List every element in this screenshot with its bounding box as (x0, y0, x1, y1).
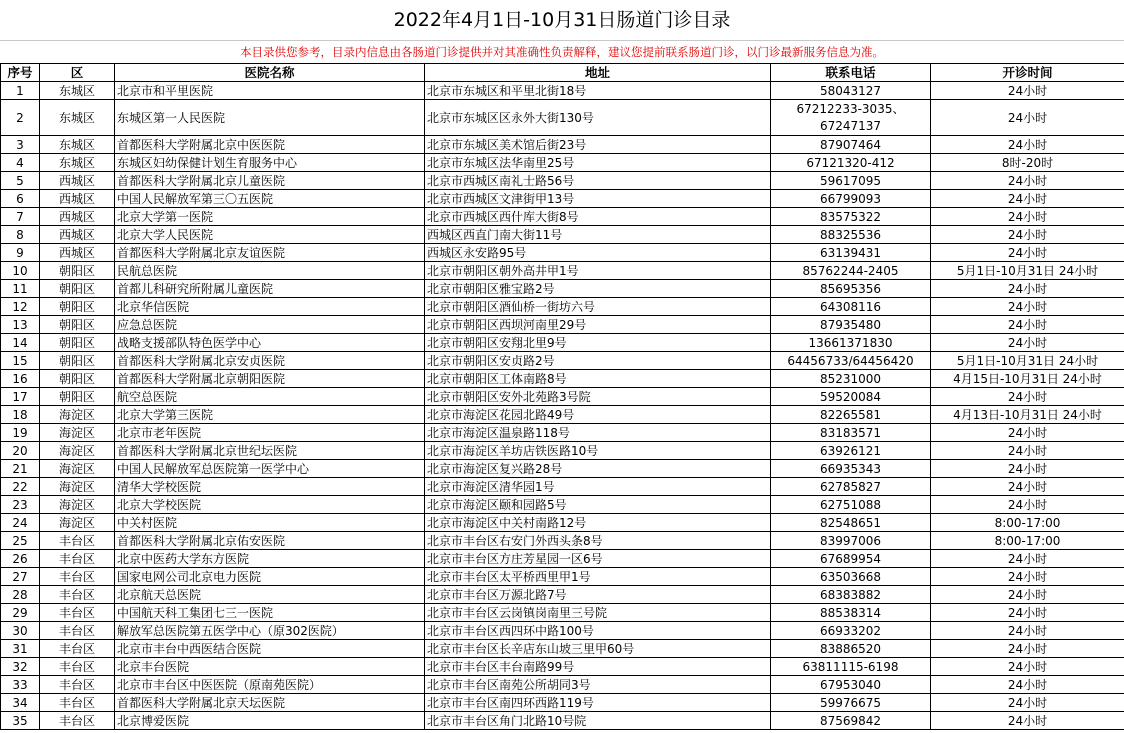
table-row (1, 514, 1124, 532)
cell-phone[interactable]: 67121320-412 (771, 154, 931, 172)
cell-no[interactable]: 18 (1, 406, 40, 424)
table-row (1, 496, 1124, 514)
cell-no[interactable]: 21 (1, 460, 40, 478)
cell-hours[interactable]: 24小时 (931, 478, 1124, 496)
cell-address[interactable]: 北京市海淀区花园北路49号 (425, 406, 771, 424)
table-row (1, 586, 1124, 604)
cell-phone[interactable]: 83886520 (771, 640, 931, 658)
cell-district[interactable]: 海淀区 (40, 460, 115, 478)
cell-no[interactable]: 13 (1, 316, 40, 334)
cell-no[interactable]: 34 (1, 694, 40, 712)
phone-line: 67247137 (819, 118, 882, 133)
table-row (1, 298, 1124, 316)
table-row (1, 208, 1124, 226)
cell-address[interactable]: 北京市丰台区云岗镇岗南里三号院 (425, 604, 771, 622)
cell-address[interactable]: 北京市朝阳区雅宝路2号 (425, 280, 771, 298)
cell-district[interactable]: 丰台区 (40, 676, 115, 694)
cell-hours[interactable]: 24小时 (931, 460, 1124, 478)
cell-district[interactable]: 东城区 (40, 136, 115, 154)
table-row (1, 190, 1124, 208)
cell-hours[interactable]: 24小时 (931, 100, 1124, 136)
phone-line: 67212233-3035、 (796, 101, 905, 116)
cell-hours[interactable]: 24小时 (931, 676, 1124, 694)
cell-district[interactable]: 东城区 (40, 100, 115, 136)
cell-district[interactable]: 朝阳区 (40, 370, 115, 388)
cell-no[interactable]: 14 (1, 334, 40, 352)
cell-hospital[interactable]: 北京大学第一医院 (115, 208, 425, 226)
cell-phone[interactable]: 88538314 (771, 604, 931, 622)
cell-address[interactable]: 北京市丰台区丰台南路99号 (425, 658, 771, 676)
cell-phone[interactable]: 67953040 (771, 676, 931, 694)
cell-phone[interactable]: 87935480 (771, 316, 931, 334)
cell-district[interactable]: 西城区 (40, 172, 115, 190)
table-row (1, 280, 1124, 298)
cell-phone[interactable]: 66933202 (771, 622, 931, 640)
cell-district[interactable]: 丰台区 (40, 640, 115, 658)
cell-phone[interactable]: 83575322 (771, 208, 931, 226)
table-row (1, 172, 1124, 190)
disclaimer-notice: 本目录供您参考，目录内信息由各肠道门诊提供并对其准确性负责解释，建议您提前联系肠道门诊，以门诊最新服务信息为准。 (240, 45, 884, 59)
page-title: 2022年4月1日-10月31日肠道门诊目录 (0, 0, 1124, 41)
cell-phone[interactable] (771, 100, 931, 136)
cell-hours[interactable]: 24小时 (931, 424, 1124, 442)
cell-address[interactable]: 北京市西城区南礼士路56号 (425, 172, 771, 190)
cell-no[interactable]: 29 (1, 604, 40, 622)
cell-address[interactable]: 北京市西城区文津街甲13号 (425, 190, 771, 208)
cell-hospital[interactable]: 首都医科大学附属北京佑安医院 (115, 532, 425, 550)
cell-hospital[interactable]: 北京大学人民医院 (115, 226, 425, 244)
cell-district[interactable]: 丰台区 (40, 712, 115, 730)
table-row (1, 316, 1124, 334)
cell-phone[interactable]: 83183571 (771, 424, 931, 442)
cell-hours[interactable]: 8时-20时 (931, 154, 1124, 172)
cell-address[interactable]: 北京市丰台区长辛店东山坡三里甲60号 (425, 640, 771, 658)
cell-no[interactable]: 15 (1, 352, 40, 370)
table-row (1, 82, 1124, 100)
cell-phone[interactable]: 85231000 (771, 370, 931, 388)
cell-hours[interactable]: 24小时 (931, 694, 1124, 712)
clinic-table (0, 63, 1124, 730)
table-row (1, 568, 1124, 586)
cell-no[interactable]: 27 (1, 568, 40, 586)
cell-district[interactable]: 东城区 (40, 154, 115, 172)
cell-no[interactable]: 35 (1, 712, 40, 730)
cell-phone[interactable]: 59976675 (771, 694, 931, 712)
cell-phone[interactable]: 85695356 (771, 280, 931, 298)
cell-hospital[interactable]: 北京丰台医院 (115, 658, 425, 676)
cell-district[interactable]: 朝阳区 (40, 334, 115, 352)
cell-address[interactable]: 北京市丰台区万源北路7号 (425, 586, 771, 604)
cell-hospital[interactable]: 战略支援部队特色医学中心 (115, 334, 425, 352)
cell-district[interactable]: 丰台区 (40, 532, 115, 550)
table-row (1, 460, 1124, 478)
cell-district[interactable]: 丰台区 (40, 586, 115, 604)
header-district: 区 (40, 64, 115, 82)
cell-district[interactable]: 西城区 (40, 208, 115, 226)
table-row (1, 442, 1124, 460)
cell-hospital[interactable]: 首都医科大学附属北京友谊医院 (115, 244, 425, 262)
cell-hours[interactable]: 24小时 (931, 136, 1124, 154)
cell-phone[interactable]: 85762244-2405 (771, 262, 931, 280)
cell-hours[interactable]: 5月1日-10月31日 24小时 (931, 352, 1124, 370)
header-no: 序号 (1, 64, 40, 82)
cell-no[interactable]: 31 (1, 640, 40, 658)
cell-hours[interactable]: 24小时 (931, 550, 1124, 568)
cell-hospital[interactable]: 北京大学第三医院 (115, 406, 425, 424)
cell-hours[interactable]: 24小时 (931, 604, 1124, 622)
cell-hospital[interactable]: 首都医科大学附属北京朝阳医院 (115, 370, 425, 388)
cell-phone[interactable]: 64308116 (771, 298, 931, 316)
cell-hospital[interactable]: 首都医科大学附属北京儿童医院 (115, 172, 425, 190)
cell-hospital[interactable]: 北京市老年医院 (115, 424, 425, 442)
cell-phone[interactable]: 58043127 (771, 82, 931, 100)
cell-no[interactable]: 2 (1, 100, 40, 136)
cell-district[interactable]: 海淀区 (40, 478, 115, 496)
cell-hours[interactable]: 24小时 (931, 82, 1124, 100)
cell-district[interactable]: 丰台区 (40, 604, 115, 622)
cell-address[interactable]: 北京市海淀区羊坊店铁医路10号 (425, 442, 771, 460)
cell-address[interactable]: 北京市海淀区中关村南路12号 (425, 514, 771, 532)
header-row (1, 64, 1124, 82)
cell-address[interactable]: 西城区永安路95号 (425, 244, 771, 262)
cell-no[interactable]: 28 (1, 586, 40, 604)
table-row (1, 370, 1124, 388)
cell-district[interactable]: 丰台区 (40, 658, 115, 676)
cell-phone[interactable]: 62751088 (771, 496, 931, 514)
cell-phone[interactable]: 63926121 (771, 442, 931, 460)
cell-district[interactable]: 朝阳区 (40, 388, 115, 406)
cell-district[interactable]: 朝阳区 (40, 280, 115, 298)
cell-address[interactable]: 北京市海淀区清华园1号 (425, 478, 771, 496)
cell-hours[interactable]: 24小时 (931, 190, 1124, 208)
cell-address[interactable]: 北京市海淀区复兴路28号 (425, 460, 771, 478)
table-row (1, 532, 1124, 550)
cell-no[interactable]: 8 (1, 226, 40, 244)
cell-address[interactable]: 北京市东城区和平里北街18号 (425, 82, 771, 100)
cell-no[interactable]: 5 (1, 172, 40, 190)
table-row (1, 244, 1124, 262)
cell-address[interactable]: 北京市朝阳区安翔北里9号 (425, 334, 771, 352)
table-row (1, 136, 1124, 154)
cell-hospital[interactable]: 清华大学校医院 (115, 478, 425, 496)
cell-phone[interactable]: 82548651 (771, 514, 931, 532)
cell-no[interactable]: 11 (1, 280, 40, 298)
cell-district[interactable]: 海淀区 (40, 442, 115, 460)
cell-no[interactable]: 19 (1, 424, 40, 442)
cell-hospital[interactable]: 北京航天总医院 (115, 586, 425, 604)
table-row (1, 640, 1124, 658)
table-row (1, 262, 1124, 280)
cell-no[interactable]: 23 (1, 496, 40, 514)
cell-phone[interactable]: 59617095 (771, 172, 931, 190)
cell-hours[interactable]: 24小时 (931, 298, 1124, 316)
cell-hospital[interactable]: 北京市和平里医院 (115, 82, 425, 100)
cell-address[interactable]: 北京市东城区美术馆后街23号 (425, 136, 771, 154)
header-phone: 联系电话 (771, 64, 931, 82)
cell-district[interactable]: 海淀区 (40, 514, 115, 532)
cell-hospital[interactable]: 中国航天科工集团七三一医院 (115, 604, 425, 622)
cell-phone[interactable]: 87569842 (771, 712, 931, 730)
cell-hospital[interactable]: 北京博爱医院 (115, 712, 425, 730)
cell-hospital[interactable]: 首都医科大学附属北京中医医院 (115, 136, 425, 154)
cell-district[interactable]: 西城区 (40, 226, 115, 244)
cell-phone[interactable]: 63503668 (771, 568, 931, 586)
cell-no[interactable]: 24 (1, 514, 40, 532)
cell-district[interactable]: 海淀区 (40, 406, 115, 424)
cell-hours[interactable]: 24小时 (931, 712, 1124, 730)
cell-hospital[interactable]: 航空总医院 (115, 388, 425, 406)
cell-no[interactable]: 6 (1, 190, 40, 208)
cell-no[interactable]: 16 (1, 370, 40, 388)
cell-district[interactable]: 海淀区 (40, 424, 115, 442)
table-row (1, 334, 1124, 352)
cell-no[interactable]: 33 (1, 676, 40, 694)
cell-no[interactable]: 32 (1, 658, 40, 676)
cell-phone[interactable]: 63139431 (771, 244, 931, 262)
cell-hospital[interactable]: 东城区妇幼保健计划生育服务中心 (115, 154, 425, 172)
cell-phone[interactable]: 13661371830 (771, 334, 931, 352)
cell-hospital[interactable]: 解放军总医院第五医学中心（原302医院） (115, 622, 425, 640)
cell-no[interactable]: 26 (1, 550, 40, 568)
cell-district[interactable]: 丰台区 (40, 568, 115, 586)
cell-hours[interactable]: 24小时 (931, 316, 1124, 334)
cell-hospital[interactable]: 北京市丰台中西医结合医院 (115, 640, 425, 658)
cell-district[interactable]: 西城区 (40, 190, 115, 208)
cell-hospital[interactable]: 首都医科大学附属北京世纪坛医院 (115, 442, 425, 460)
cell-district[interactable]: 海淀区 (40, 496, 115, 514)
cell-phone[interactable]: 67689954 (771, 550, 931, 568)
cell-no[interactable]: 20 (1, 442, 40, 460)
cell-no[interactable]: 1 (1, 82, 40, 100)
cell-hours[interactable]: 24小时 (931, 226, 1124, 244)
cell-hours[interactable]: 24小时 (931, 496, 1124, 514)
cell-district[interactable]: 朝阳区 (40, 316, 115, 334)
cell-no[interactable]: 10 (1, 262, 40, 280)
table-row (1, 226, 1124, 244)
cell-hours[interactable]: 4月15日-10月31日 24小时 (931, 370, 1124, 388)
cell-district[interactable]: 朝阳区 (40, 298, 115, 316)
cell-hours[interactable]: 24小时 (931, 442, 1124, 460)
cell-no[interactable]: 7 (1, 208, 40, 226)
table-row (1, 352, 1124, 370)
table-row (1, 100, 1124, 136)
cell-no[interactable]: 4 (1, 154, 40, 172)
table-row (1, 424, 1124, 442)
cell-phone[interactable]: 66799093 (771, 190, 931, 208)
cell-hospital[interactable]: 中国人民解放军总医院第一医学中心 (115, 460, 425, 478)
cell-district[interactable]: 西城区 (40, 244, 115, 262)
cell-hospital[interactable]: 中国人民解放军第三〇五医院 (115, 190, 425, 208)
cell-address[interactable]: 北京市西城区西什库大街8号 (425, 208, 771, 226)
cell-hospital[interactable]: 首都医科大学附属北京安贞医院 (115, 352, 425, 370)
cell-hospital[interactable]: 应急总医院 (115, 316, 425, 334)
cell-phone[interactable]: 82265581 (771, 406, 931, 424)
cell-address[interactable]: 北京市丰台区角门北路10号院 (425, 712, 771, 730)
cell-hours[interactable]: 24小时 (931, 388, 1124, 406)
table-row (1, 388, 1124, 406)
cell-hospital[interactable]: 北京大学校医院 (115, 496, 425, 514)
cell-hours[interactable]: 24小时 (931, 334, 1124, 352)
header-hours: 开诊时间 (931, 64, 1124, 82)
cell-address[interactable]: 北京市朝阳区工体南路8号 (425, 370, 771, 388)
cell-no[interactable]: 12 (1, 298, 40, 316)
cell-address[interactable]: 北京市东城区法华南里25号 (425, 154, 771, 172)
cell-phone[interactable]: 62785827 (771, 478, 931, 496)
table-row (1, 694, 1124, 712)
cell-hospital[interactable]: 首都医科大学附属北京天坛医院 (115, 694, 425, 712)
cell-address[interactable]: 北京市朝阳区朝外高井甲1号 (425, 262, 771, 280)
table-row (1, 676, 1124, 694)
cell-hours[interactable]: 24小时 (931, 244, 1124, 262)
cell-address[interactable]: 北京市丰台区方庄芳星园一区6号 (425, 550, 771, 568)
cell-address[interactable]: 北京市丰台区太平桥西里甲1号 (425, 568, 771, 586)
cell-address[interactable]: 北京市朝阳区西坝河南里29号 (425, 316, 771, 334)
table-row (1, 712, 1124, 730)
cell-district[interactable]: 丰台区 (40, 694, 115, 712)
cell-hospital[interactable]: 北京市丰台区中医医院（原南苑医院） (115, 676, 425, 694)
cell-phone[interactable]: 87907464 (771, 136, 931, 154)
cell-phone[interactable]: 63811115-6198 (771, 658, 931, 676)
cell-no[interactable]: 25 (1, 532, 40, 550)
table-row (1, 406, 1124, 424)
cell-hours[interactable]: 24小时 (931, 586, 1124, 604)
cell-hospital[interactable]: 北京华信医院 (115, 298, 425, 316)
cell-district[interactable]: 朝阳区 (40, 352, 115, 370)
cell-hours[interactable]: 24小时 (931, 280, 1124, 298)
cell-address[interactable]: 北京市东城区区永外大街130号 (425, 100, 771, 136)
cell-phone[interactable]: 64456733/64456420 (771, 352, 931, 370)
cell-address[interactable]: 北京市朝阳区安贞路2号 (425, 352, 771, 370)
cell-address[interactable]: 北京市丰台区右安门外西头条8号 (425, 532, 771, 550)
cell-address[interactable]: 北京市海淀区温泉路118号 (425, 424, 771, 442)
table-row (1, 622, 1124, 640)
table-row (1, 604, 1124, 622)
table-row (1, 658, 1124, 676)
cell-hours[interactable]: 24小时 (931, 640, 1124, 658)
cell-hospital[interactable]: 国家电网公司北京电力医院 (115, 568, 425, 586)
cell-hours[interactable]: 8:00-17:00 (931, 514, 1124, 532)
cell-hospital[interactable]: 东城区第一人民医院 (115, 100, 425, 136)
table-row (1, 550, 1124, 568)
cell-address[interactable]: 西城区西直门南大街11号 (425, 226, 771, 244)
cell-hours[interactable]: 24小时 (931, 622, 1124, 640)
cell-district[interactable]: 丰台区 (40, 622, 115, 640)
cell-address[interactable]: 北京市朝阳区酒仙桥一街坊六号 (425, 298, 771, 316)
cell-no[interactable]: 30 (1, 622, 40, 640)
cell-hours[interactable]: 8:00-17:00 (931, 532, 1124, 550)
cell-phone[interactable]: 59520084 (771, 388, 931, 406)
cell-address[interactable]: 北京市丰台区南四环西路119号 (425, 694, 771, 712)
cell-no[interactable]: 17 (1, 388, 40, 406)
cell-hospital[interactable]: 首都儿科研究所附属儿童医院 (115, 280, 425, 298)
cell-hours[interactable]: 24小时 (931, 208, 1124, 226)
cell-address[interactable]: 北京市海淀区颐和园路5号 (425, 496, 771, 514)
cell-no[interactable]: 3 (1, 136, 40, 154)
cell-hours[interactable]: 4月13日-10月31日 24小时 (931, 406, 1124, 424)
cell-hours[interactable]: 5月1日-10月31日 24小时 (931, 262, 1124, 280)
cell-phone[interactable]: 68383882 (771, 586, 931, 604)
table-row (1, 154, 1124, 172)
cell-district[interactable]: 东城区 (40, 82, 115, 100)
cell-hours[interactable]: 24小时 (931, 172, 1124, 190)
cell-no[interactable]: 9 (1, 244, 40, 262)
cell-district[interactable]: 丰台区 (40, 550, 115, 568)
cell-address[interactable]: 北京市丰台区西四环中路100号 (425, 622, 771, 640)
cell-hospital[interactable]: 民航总医院 (115, 262, 425, 280)
cell-no[interactable]: 22 (1, 478, 40, 496)
cell-hospital[interactable]: 中关村医院 (115, 514, 425, 532)
cell-phone[interactable]: 83997006 (771, 532, 931, 550)
cell-district[interactable]: 朝阳区 (40, 262, 115, 280)
cell-hours[interactable]: 24小时 (931, 658, 1124, 676)
header-hospital: 医院名称 (115, 64, 425, 82)
cell-address[interactable]: 北京市丰台区南苑公所胡同3号 (425, 676, 771, 694)
table-row (1, 478, 1124, 496)
cell-hours[interactable]: 24小时 (931, 568, 1124, 586)
cell-phone[interactable]: 66935343 (771, 460, 931, 478)
cell-phone[interactable]: 88325536 (771, 226, 931, 244)
header-address: 地址 (425, 64, 771, 82)
cell-address[interactable]: 北京市朝阳区安外北苑路3号院 (425, 388, 771, 406)
cell-hospital[interactable]: 北京中医药大学东方医院 (115, 550, 425, 568)
